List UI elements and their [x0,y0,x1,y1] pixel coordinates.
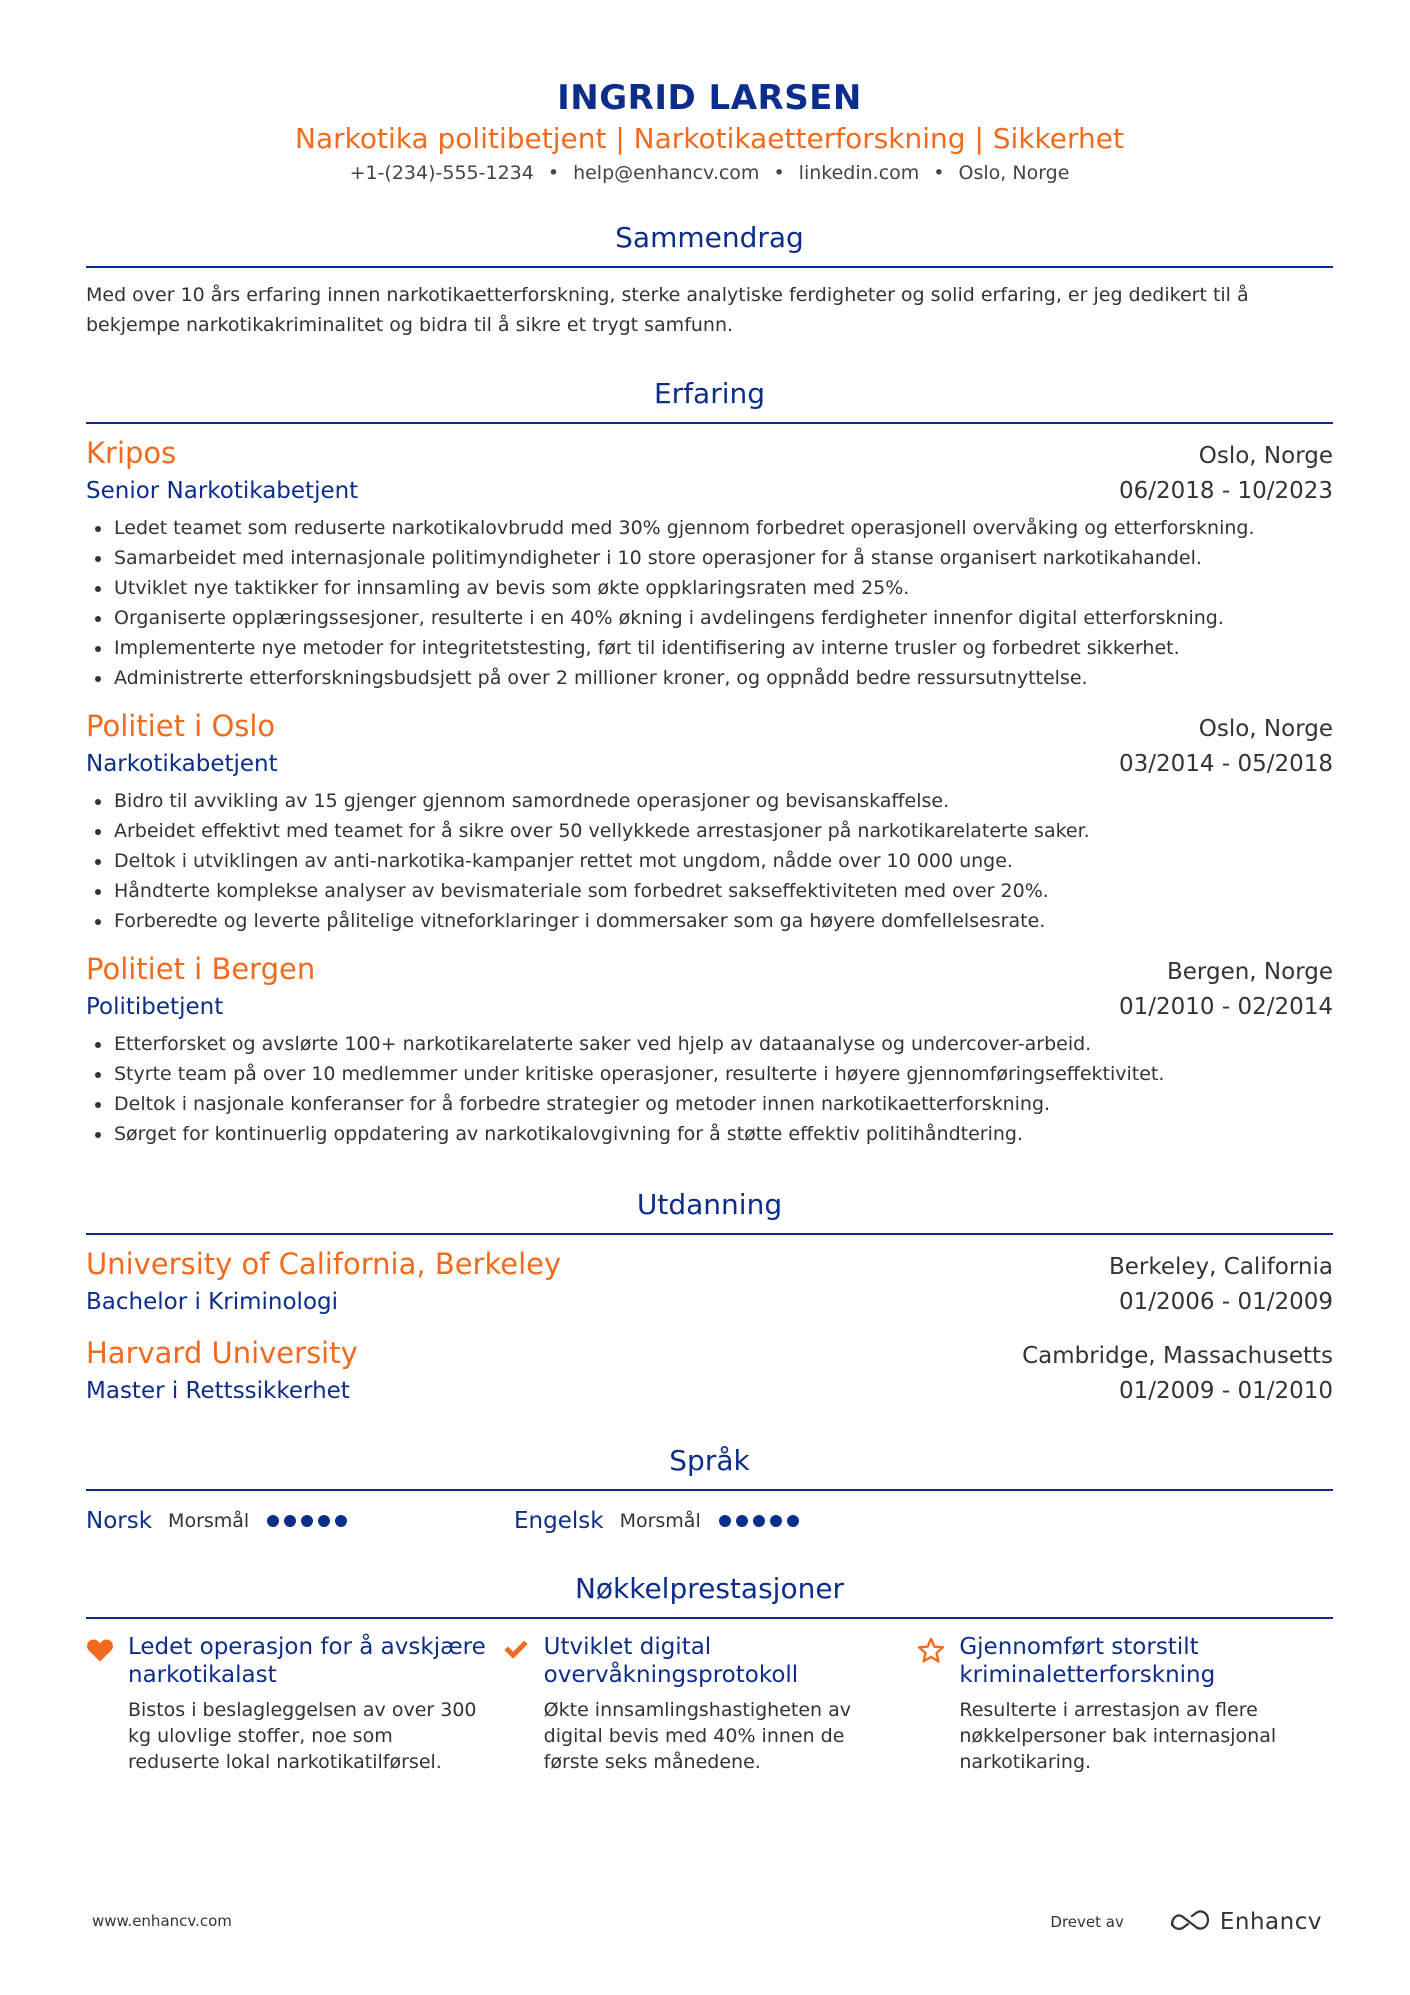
job-location: Oslo, Norge [1198,716,1333,742]
job-dates: 06/2018 - 10/2023 [1118,478,1333,504]
education-dates: 01/2009 - 01/2010 [1118,1378,1333,1404]
separator: • [773,162,785,184]
star-icon [917,1633,959,1775]
candidate-name: INGRID LARSEN [557,78,862,118]
job-header [86,950,1333,989]
achievement-description: Bistos i beslagleggelsen av over 300 kg ulovlige stoffer, noe som reduserte lokal narkotikatilførsel. [128,1699,477,1773]
achievement-body [544,1633,904,1775]
list-item: Utviklet nye taktikker for innsamling av bevis som økte oppklaringsraten med 25%. [86,573,1333,603]
rating-dot [284,1515,296,1527]
job-subheader [86,746,1333,782]
education-header [86,1245,1333,1284]
separator: • [933,162,945,184]
languages-list [86,1503,1333,1539]
page-footer [92,1908,1322,1944]
contact-line [86,160,1333,186]
section-divider [86,1233,1333,1235]
achievement-body [959,1633,1319,1775]
language-item [86,1508,514,1534]
achievement-body [128,1633,488,1775]
list-item: Ledet teamet som reduserte narkotikalovbrudd med 30% gjennom forbedret operasjonell overvåking og etterforskning. [86,513,1333,543]
education-entry [86,1245,1333,1320]
language-level: Morsmål [619,1510,701,1532]
section-divider [86,1489,1333,1491]
achievement-title: Gjennomført storstilt kriminaletterforskning [959,1634,1216,1688]
section-divider [86,422,1333,424]
candidate-title: Narkotika politibetjent | Narkotikaetterforskning | Sikkerhet [295,122,1124,155]
rating-dot [770,1515,782,1527]
achievements-section [86,1571,1333,1775]
language-item [514,1508,942,1534]
language-level: Morsmål [168,1510,250,1532]
list-item: Etterforsket og avslørte 100+ narkotikarelaterte saker ved hjelp av dataanalyse og undercover-arbeid. [86,1029,1333,1059]
linkedin[interactable]: linkedin.com [798,162,920,184]
job-location: Oslo, Norge [1198,443,1333,469]
footer-branding [1050,1908,1322,1936]
language-name: Engelsk [514,1508,604,1534]
achievement-description: Økte innsamlingshastigheten av digital bevis med 40% innen de første seks månedene. [543,1699,851,1773]
resume-page [86,0,1333,1775]
job-subheader [86,989,1333,1025]
list-item: Administrerte etterforskningsbudsjett på over 2 millioner kroner, og oppnådd bedre ressursutnyttelse. [86,663,1333,693]
job-bullets [86,786,1333,936]
rating-dot [753,1515,765,1527]
list-item: Organiserte opplæringssesjoner, resulterte i en 40% økning i avdelingens ferdigheter innenfor digital etterforskning. [86,603,1333,633]
list-item: Arbeidet effektivt med teamet for å sikre over 50 vellykkede arrestasjoner på narkotikarelaterte saker. [86,816,1333,846]
section-divider [86,266,1333,268]
experience-section [86,376,1333,1149]
education-entry [86,1334,1333,1409]
list-item: Implementerte nye metoder for integritetstesting, ført til identifisering av interne trusler og forbedret sikkerhet. [86,633,1333,663]
job-role: Politibetjent [86,994,224,1020]
achievements-list [86,1633,1333,1775]
achievement-description: Resulterte i arrestasjon av flere nøkkelpersoner bak internasjonal narkotikaring. [959,1699,1277,1773]
achievement-item [86,1633,502,1775]
languages-section [86,1443,1333,1539]
school-location: Cambridge, Massachusetts [1022,1343,1333,1369]
section-heading: Utdanning [636,1188,783,1221]
list-item: Deltok i utviklingen av anti-narkotika-kampanjer rettet mot ungdom, nådde over 10 000 unge. [86,846,1333,876]
list-item: Samarbeidet med internasjonale politimyndigheter i 10 store operasjoner for å stanse organisert narkotikahandel. [86,543,1333,573]
job-organization: Politiet i Oslo [86,709,276,743]
rating-dots [719,1512,804,1531]
school-name: University of California, Berkeley [86,1247,562,1281]
powered-by-label: Drevet av [1050,1913,1124,1931]
section-heading: Nøkkelprestasjoner [574,1572,845,1605]
language-name: Norsk [86,1508,153,1534]
rating-dot [335,1515,347,1527]
rating-dot [787,1515,799,1527]
achievement-item [917,1633,1333,1775]
section-heading: Erfaring [653,377,766,410]
enhancv-logo-icon [1168,1908,1212,1936]
job-header [86,434,1333,473]
job-entry [86,950,1333,1149]
education-header [86,1334,1333,1373]
rating-dot [267,1515,279,1527]
section-heading: Sammendrag [615,221,804,254]
job-bullets [86,513,1333,693]
education-section [86,1187,1333,1409]
education-dates: 01/2006 - 01/2009 [1118,1289,1333,1315]
email[interactable]: help@enhancv.com [573,162,760,184]
school-name: Harvard University [86,1336,358,1370]
job-subheader [86,473,1333,509]
education-subheader [86,1284,1333,1320]
list-item: Deltok i nasjonale konferanser for å forbedre strategier og metoder innen narkotikaetterforskning. [86,1089,1333,1119]
section-heading: Språk [669,1444,750,1477]
list-item: Håndterte komplekse analyser av bevismateriale som forbedret sakseffektiviteten med over 20%. [86,876,1333,906]
check-icon [502,1633,544,1775]
job-organization: Kripos [86,436,177,470]
summary-section [86,220,1333,340]
job-location: Bergen, Norge [1166,959,1333,985]
degree: Master i Rettssikkerhet [86,1378,350,1404]
rating-dots [267,1512,352,1531]
brand-name: Enhancv [1219,1909,1322,1935]
list-item: Styrte team på over 10 medlemmer under kritiske operasjoner, resulterte i høyere gjennomføringseffektivitet. [86,1059,1333,1089]
job-organization: Politiet i Bergen [86,952,316,986]
heart-icon [86,1633,128,1775]
achievement-title: Ledet operasjon for å avskjære narkotikalast [128,1634,486,1688]
rating-dot [719,1515,731,1527]
education-subheader [86,1373,1333,1409]
job-header [86,707,1333,746]
degree: Bachelor i Kriminologi [86,1289,339,1315]
footer-website[interactable]: www.enhancv.com [92,1912,232,1930]
job-role: Narkotikabetjent [86,751,278,777]
section-divider [86,1617,1333,1619]
job-bullets [86,1029,1333,1149]
rating-dot [301,1515,313,1527]
phone: +1-(234)-555-1234 [349,162,534,184]
job-entry [86,707,1333,936]
list-item: Bidro til avvikling av 15 gjenger gjennom samordnede operasjoner og bevisanskaffelse. [86,786,1333,816]
job-dates: 01/2010 - 02/2014 [1118,994,1333,1020]
job-entry [86,434,1333,693]
rating-dot [318,1515,330,1527]
achievement-item [502,1633,918,1775]
job-role: Senior Narkotikabetjent [86,478,359,504]
job-dates: 03/2014 - 05/2018 [1118,751,1333,777]
resume-header [86,0,1333,186]
separator: • [547,162,560,184]
achievement-title: Utviklet digital overvåkningsprotokoll [543,1634,799,1688]
rating-dot [736,1515,748,1527]
list-item: Forberedte og leverte pålitelige vitneforklaringer i dommersaker som ga høyere domfellelsesrate. [86,906,1333,936]
school-location: Berkeley, California [1108,1254,1333,1280]
location: Oslo, Norge [958,162,1070,184]
list-item: Sørget for kontinuerlig oppdatering av narkotikalovgivning for å støtte effektiv politihåndtering. [86,1119,1333,1149]
summary-text: Med over 10 års erfaring innen narkotikaetterforskning, sterke analytiske ferdigheter og solid erfaring, er jeg dedikert til å bekjempe narkotikakriminalitet og bidra til å sikre et trygt samfunn. [86,284,1249,336]
